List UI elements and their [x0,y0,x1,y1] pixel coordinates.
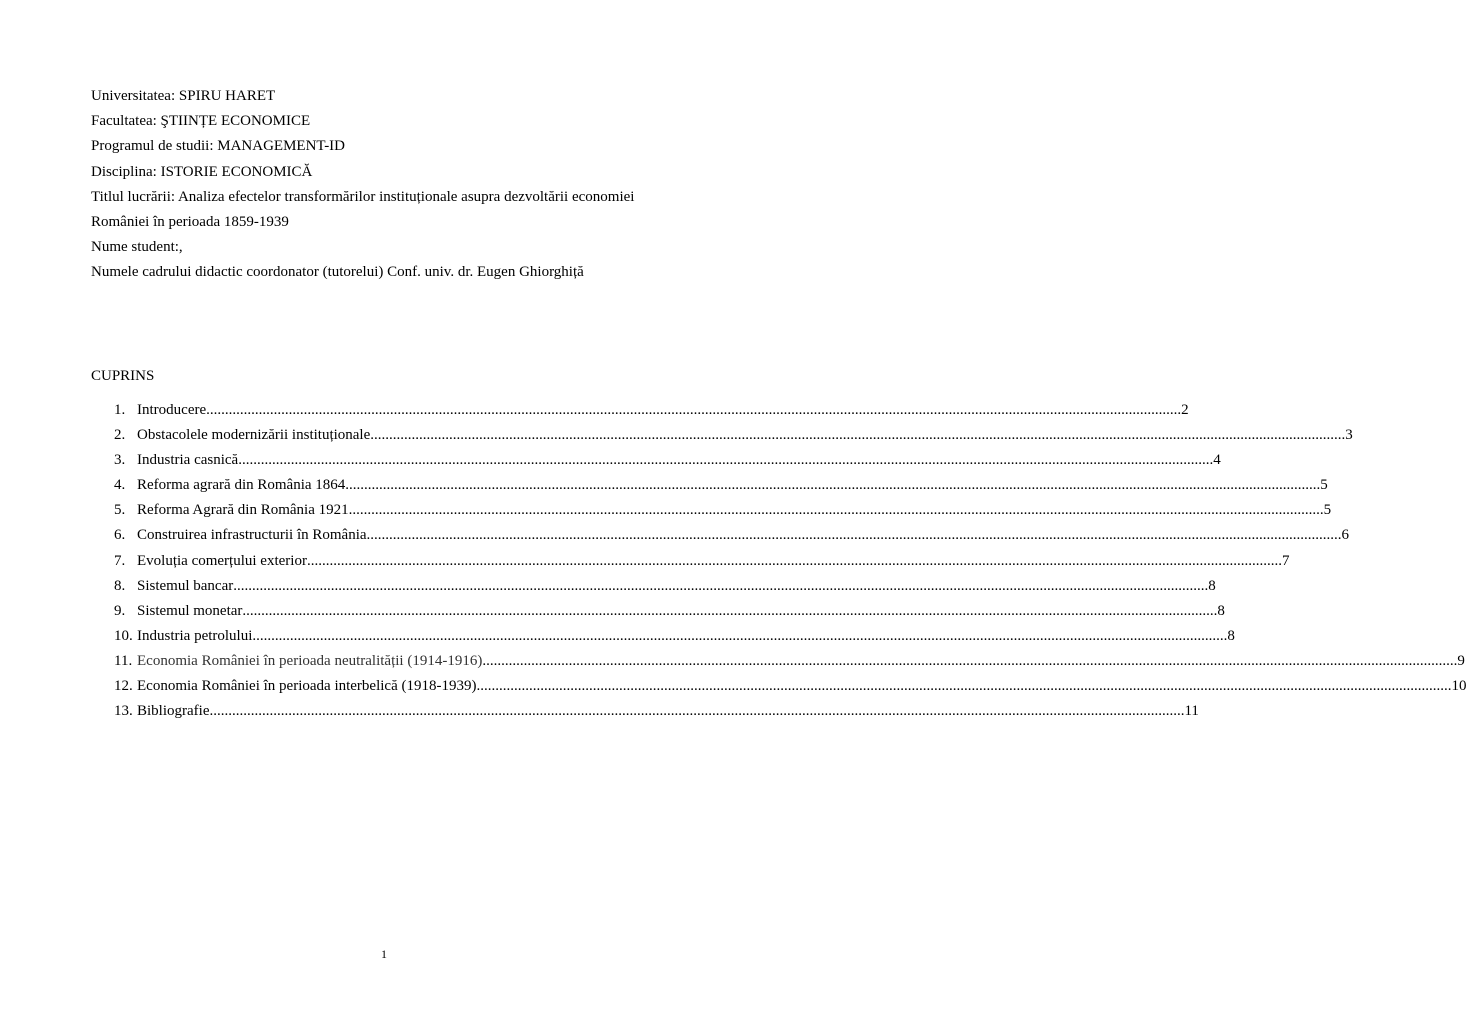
toc-dot-leader: .................................................................................................................................................................................................................................................................... [238,452,1214,469]
faculty-line: Facultatea: ŞTIINȚE ECONOMICE [91,113,311,130]
toc-entry[interactable] [114,399,1189,424]
toc-entry-number: 8. [114,577,126,594]
toc-entry-page: 7 [1281,552,1290,569]
toc-entry-page: 4 [1213,452,1221,469]
toc-entry[interactable] [114,499,1332,524]
toc-entry-page: 2 [1181,402,1189,418]
discipline-line: Disciplina: ISTORIE ECONOMICĂ [91,163,313,180]
toc-entry[interactable] [114,675,1466,700]
toc-entry-title: Industria casnică [137,452,239,469]
toc-entry[interactable] [114,424,1353,449]
toc-entry-title: Construirea infrastructurii în România [137,527,367,544]
toc-dot-leader: .................................................................................................................................................................................................................................................................... [209,703,1185,720]
page-number: 1 [381,947,387,961]
toc-entry-page: 3 [1345,427,1353,444]
student-name-line: Nume student:, [91,239,183,256]
toc-entry[interactable] [114,449,1221,474]
toc-dot-leader: .................................................................................................................................................................................................................................................................... [366,527,1342,544]
toc-entry[interactable] [114,700,1199,725]
toc-entry-number: 3. [114,452,126,469]
document-header [91,84,691,286]
university-line: Universitatea: SPIRU HARET [91,88,276,104]
toc-dot-leader: .................................................................................................................................................................................................................................................................... [476,678,1452,695]
toc-dot-leader: .................................................................................................................................................................................................................................................................... [345,477,1321,494]
toc-entry-number: 12. [114,678,133,695]
toc-entry-title: Sistemul bancar [137,577,234,594]
toc-entry-number: 2. [114,427,126,444]
table-of-contents [114,399,1466,725]
toc-entry-title: Economia României în perioada neutralității (1914-1916) [137,652,483,669]
toc-entry-title: Sistemul monetar [137,602,243,619]
toc-entry-title: Bibliografie [137,703,210,720]
toc-entry-number: 5. [114,502,126,519]
toc-entry-title: Reforma Agrară din România 1921 [137,502,349,519]
toc-entry-page: 9 [1457,652,1465,669]
toc-entry-title: Industria petrolului [137,627,253,644]
toc-entry[interactable] [114,550,1290,575]
toc-entry-title: Obstacolele modernizării instituționale [137,427,371,444]
toc-entry-page: 5 [1320,477,1328,494]
toc-title: CUPRINS [91,368,155,384]
toc-entry-page: 5 [1323,502,1332,519]
toc-entry[interactable] [114,625,1235,650]
toc-entry-number: 10. [114,627,133,644]
toc-entry-number: 1. [114,402,126,418]
toc-entry-title: Reforma agrară din România 1864 [137,477,346,494]
toc-dot-leader: .................................................................................................................................................................................................................................................................... [206,402,1182,418]
toc-dot-leader: .................................................................................................................................................................................................................................................................... [242,602,1218,619]
toc-entry-number: 7. [114,552,126,569]
toc-entry-page: 8 [1227,627,1235,644]
toc-entry[interactable] [114,650,1465,675]
study-program-line: Programul de studii: MANAGEMENT-ID [91,138,346,155]
toc-dot-leader: .................................................................................................................................................................................................................................................................... [252,627,1228,644]
toc-entry-number: 4. [114,477,126,494]
toc-entry-page: 11 [1184,703,1199,720]
toc-entry-page: 10 [1451,678,1466,695]
toc-entry-page: 6 [1341,527,1350,544]
toc-dot-leader: .................................................................................................................................................................................................................................................................... [306,552,1282,569]
toc-entry-number: 6. [114,527,126,544]
toc-entry[interactable] [114,524,1350,549]
toc-entry-number: 11. [114,652,133,669]
tutor-line: Numele cadrului didactic coordonator (tutorelui) Conf. univ. dr. Eugen Ghiorghiță [91,264,584,281]
toc-entry-title: Introducere [137,402,207,418]
toc-entry[interactable] [114,474,1328,499]
toc-dot-leader: .................................................................................................................................................................................................................................................................... [482,652,1458,669]
toc-entry-number: 13. [114,703,133,720]
toc-dot-leader: .................................................................................................................................................................................................................................................................... [370,427,1346,444]
toc-dot-leader: .................................................................................................................................................................................................................................................................... [348,502,1324,519]
toc-entry[interactable] [114,600,1225,625]
toc-dot-leader: .................................................................................................................................................................................................................................................................... [233,577,1209,594]
toc-entry-number: 9. [114,602,126,619]
toc-entry-title: Evoluția comerțului exterior [137,552,307,569]
toc-entry-page: 8 [1208,577,1216,594]
toc-entry-title: Economia României în perioada interbelică (1918-1939) [137,678,477,695]
toc-entry[interactable] [114,575,1216,600]
toc-entry-page: 8 [1217,602,1225,619]
paper-title-line-2: României în perioada 1859-1939 [91,213,289,230]
paper-title-line-1: Titlul lucrării: Analiza efectelor transformărilor instituționale asupra dezvoltării economiei [91,188,635,205]
